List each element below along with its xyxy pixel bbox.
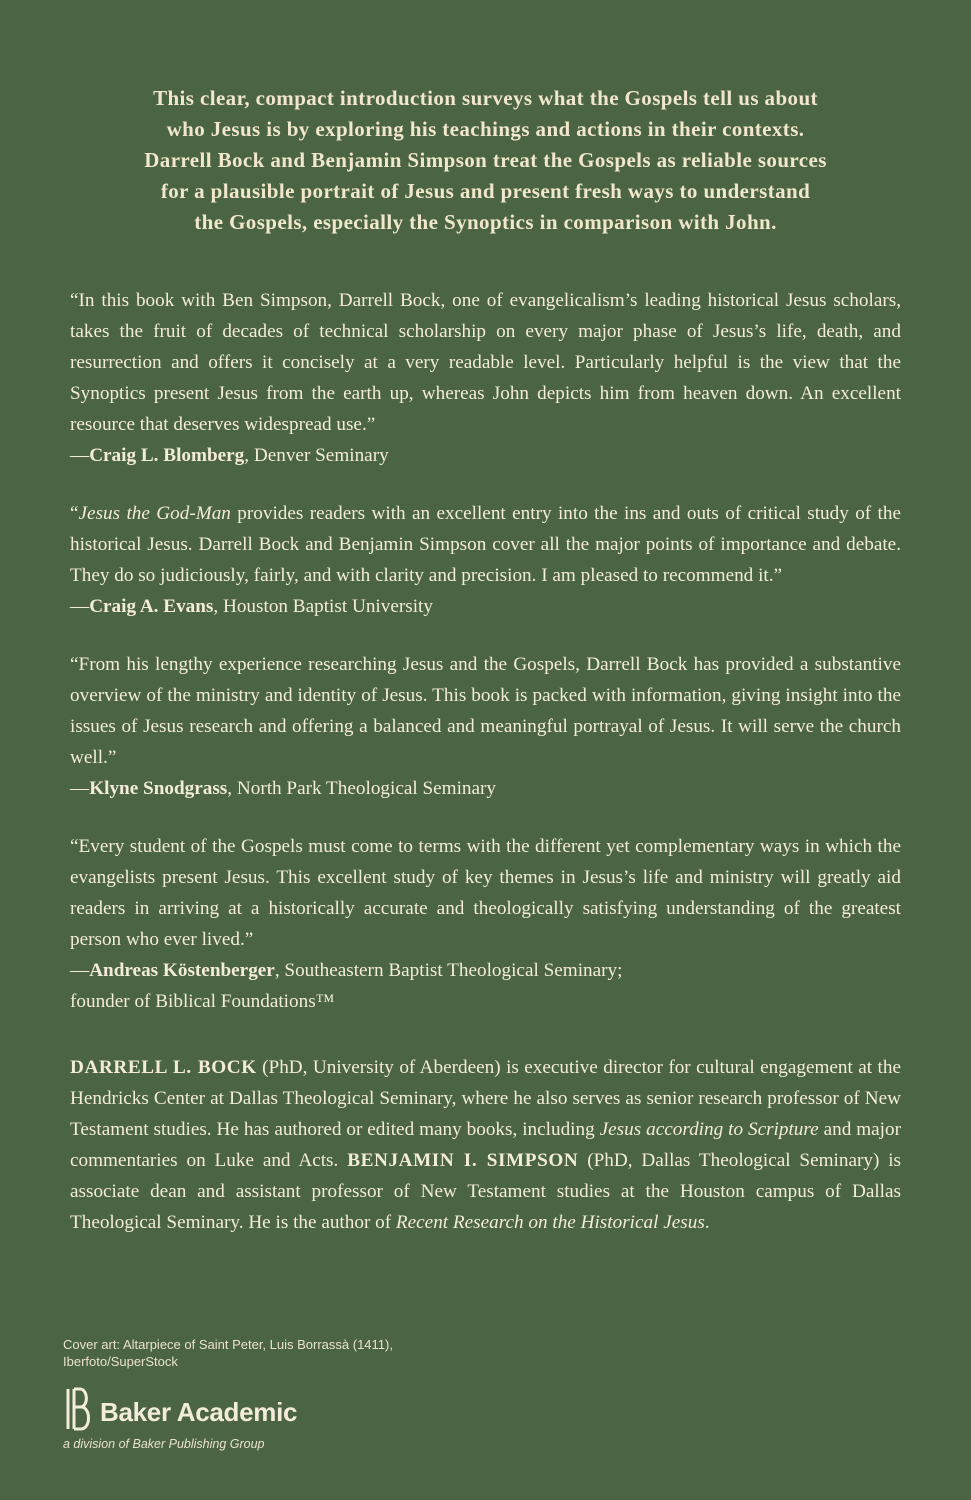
cover-art-credit	[63, 1336, 483, 1370]
intro-line: Darrell Bock and Benjamin Simpson treat the Gospels as reliable sources	[144, 148, 827, 172]
endorsement-attribution	[70, 440, 901, 471]
credit-line: Cover art: Altarpiece of Saint Peter, Luis Borrassà (1411),	[63, 1337, 393, 1352]
publisher-name: Baker Academic	[100, 1397, 298, 1427]
endorsement-text: “From his lengthy experience researching Jesus and the Gospels, Darrell Bock has provided a substantive overview of the ministry and identity of Jesus. This book is packed with information, giving insight into the issues of Jesus research and offering a balanced and meaningful portrayal of Jesus. It will serve the church well.”	[70, 654, 901, 768]
endorser-name: Andreas Köstenberger	[89, 960, 275, 981]
endorsement-snodgrass	[70, 649, 901, 804]
intro-line: for a plausible portrait of Jesus and present fresh ways to understand	[160, 179, 811, 203]
book-title: Jesus according to Scripture	[599, 1119, 819, 1140]
attribution-dash: —	[70, 960, 90, 981]
endorsement-attribution	[70, 591, 901, 622]
endorsement-text	[70, 498, 901, 591]
publisher-logo	[63, 1387, 383, 1457]
endorsement-text: “Every student of the Gospels must come to terms with the different yet complementary ways in which the evangelists present Jesus. This excellent study of key themes in Jesus’s life and ministry will greatly aid readers in arriving at a historically accurate and theologically satisfying understanding of the greatest person who ever lived.”	[70, 836, 901, 950]
endorsements	[70, 285, 901, 1044]
endorser-affiliation: , Houston Baptist University	[213, 596, 433, 617]
endorsement-kostenberger	[70, 831, 901, 1017]
intro-summary	[70, 83, 901, 238]
endorsement-evans	[70, 498, 901, 622]
author-bio-text: (PhD, Dallas Theological Seminary) is associate dean and assistant professor of New Testament studies at the Houston campus of Dallas Theological Seminary. He is the author of	[70, 1150, 902, 1233]
endorsement-text: “In this book with Ben Simpson, Darrell Bock, one of evangelicalism’s leading historical Jesus scholars, takes the fruit of decades of technical scholarship on every major phase of Jesus’s life, death, and resurrection and offers it concisely at a very readable level. Particularly helpful is the view that the Synoptics present Jesus from the earth up, whereas John depicts him from heaven down. An excellent resource that deserves widespread use.”	[70, 290, 901, 435]
endorser-name: Craig L. Blomberg	[89, 445, 245, 466]
endorser-name: Klyne Snodgrass	[89, 778, 228, 799]
author-name-simpson: BENJAMIN I. SIMPSON	[347, 1150, 579, 1171]
attribution-dash: —	[70, 445, 90, 466]
author-bios	[70, 1052, 901, 1238]
endorser-affiliation-2: founder of Biblical Foundations™	[70, 991, 335, 1012]
endorser-affiliation: , Denver Seminary	[244, 445, 389, 466]
endorsement-attribution	[70, 773, 901, 804]
author-name-bock: DARRELL L. BOCK	[70, 1057, 257, 1078]
endorser-affiliation: , North Park Theological Seminary	[227, 778, 497, 799]
open-quote: “	[70, 503, 79, 524]
publisher-subtitle: a division of Baker Publishing Group	[63, 1437, 265, 1451]
book-title: Recent Research on the Historical Jesus	[395, 1212, 705, 1233]
intro-line: This clear, compact introduction surveys what the Gospels tell us about	[153, 86, 818, 110]
author-bio-text: and major commentaries on Luke and Acts.	[70, 1119, 901, 1171]
endorsement-blomberg	[70, 285, 901, 471]
attribution-dash: —	[70, 596, 90, 617]
book-title: Jesus the God-Man	[78, 503, 231, 524]
intro-line: the Gospels, especially the Synoptics in comparison with John.	[194, 210, 777, 234]
endorsement-attribution	[70, 955, 901, 986]
endorsement-body: provides readers with an excellent entry into the ins and outs of critical study of the historical Jesus. Darrell Bock and Benjamin Simpson cover all the major points of importance and debate. They do so judiciously, fairly, and with clarity and precision. I am pleased to recommend it.”	[70, 503, 901, 586]
b-monogram-icon	[63, 1387, 93, 1431]
attribution-dash: —	[70, 778, 90, 799]
intro-line: who Jesus is by exploring his teachings and actions in their contexts.	[166, 117, 805, 141]
author-bio-text: .	[704, 1212, 710, 1233]
credit-line: Iberfoto/SuperStock	[63, 1354, 178, 1369]
endorser-name: Craig A. Evans	[89, 596, 214, 617]
endorser-affiliation: , Southeastern Baptist Theological Seminary;	[274, 960, 623, 981]
author-bio-text: (PhD, University of Aberdeen) is executive director for cultural engagement at the Hendricks Center at Dallas Theological Seminary, where he also serves as senior research professor of New Testament studies. He has authored or edited many books, including	[70, 1057, 901, 1140]
